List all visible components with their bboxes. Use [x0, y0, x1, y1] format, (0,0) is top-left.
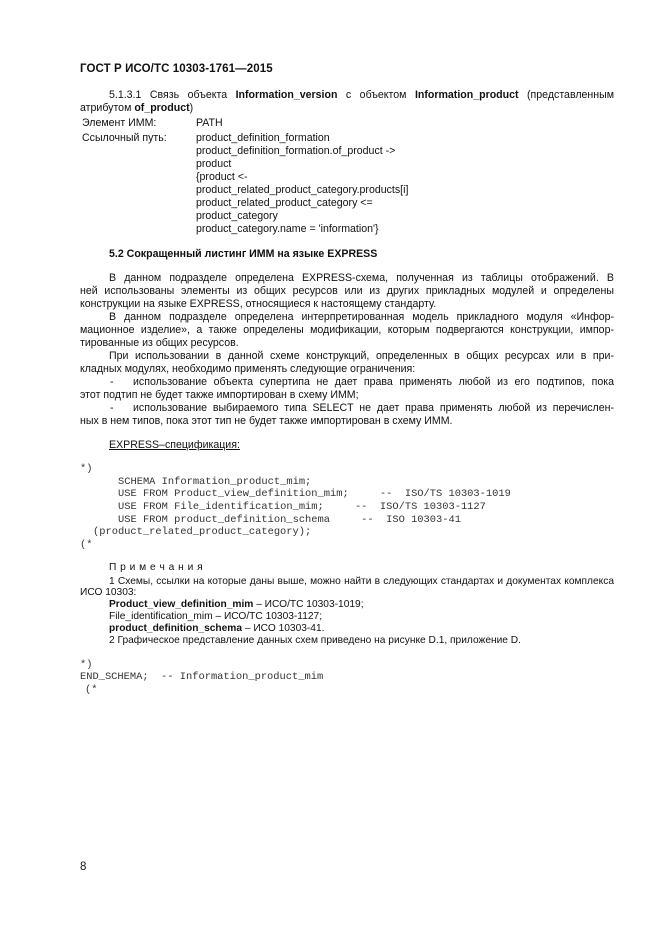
paragraph-line: В данном подразделе определена интерпретированная модель прикладного модуля «Инфор- — [109, 311, 614, 323]
paragraph-line: ней использованы элементы из общих ресурсов или из других прикладных модулей и определены — [80, 285, 614, 297]
paragraph-line: мационное изделие», а также определены модификации, которым подвергаются конструкции, импор- — [80, 324, 614, 336]
paragraph-line: конструкции на языке EXPRESS, относящиеся к настоящему стандарту. — [80, 298, 437, 310]
bullet-line: ных в нем типов, пока этот тип не будет также импортирован в схему ИММ. — [80, 415, 453, 427]
reference-path-line: product — [196, 158, 232, 170]
clause-heading-line2: атрибутом of_product) — [80, 102, 194, 114]
reference-path-label: Ссылочный путь: — [82, 132, 167, 144]
code-line: USE FROM product_definition_schema -- ISO 10303-41 — [118, 514, 461, 526]
reference-path-line: product_related_product_category <= — [196, 197, 373, 209]
code-line: (* — [85, 684, 98, 696]
note-reference: product_definition_schema – ИСО 10303-41. — [109, 623, 325, 634]
bullet-dash: - — [110, 376, 114, 388]
code-line: END_SCHEMA; -- Information_product_mim — [80, 671, 324, 683]
paragraph-line: При использовании в данной схеме конструкций, определенных в общих ресурсах или в при- — [109, 350, 614, 362]
reference-path-line: product_category — [196, 210, 278, 222]
code-line: SCHEMA Information_product_mim; — [118, 476, 312, 488]
reference-path-line: {product <- — [196, 171, 248, 183]
bullet-line: использование выбираемого типа SELECT не дает права применять любой из перечислен- — [133, 402, 614, 414]
bullet-line: использование объекта супертипа не дает права применять любой из его подтипов, пока — [133, 376, 614, 388]
code-line: *) — [80, 463, 93, 475]
code-line: *) — [80, 659, 93, 671]
bullet-line: этот подтип не будет также импортирован в схему ИММ; — [80, 389, 359, 401]
document-header: ГОСТ Р ИСО/ТС 10303-1761—2015 — [80, 63, 273, 75]
element-value: PATH — [196, 117, 223, 129]
reference-path-line: product_definition_formation — [196, 132, 330, 144]
note-line: ИСО 10303: — [80, 587, 137, 598]
page-number: 8 — [80, 861, 87, 873]
note-reference: File_identification_mim – ИСО/ТС 10303-1127; — [109, 611, 323, 622]
reference-path-line: product_category.name = 'information'} — [196, 223, 379, 235]
paragraph-line: кладных модулях, необходимо применять следующие ограничения: — [80, 363, 416, 375]
clause-heading-line1: 5.1.3.1 Связь объекта Information_version с объектом Information_product (представленным — [109, 89, 614, 101]
note-line: 1 Схемы, ссылки на которые даны выше, можно найти в следующих стандартах и документах комплекса — [109, 576, 614, 587]
code-line: USE FROM Product_view_definition_mim; -- ISO/TS 10303-1019 — [118, 488, 511, 500]
reference-path-line: product_definition_formation.of_product -> — [196, 145, 396, 157]
code-line: (product_related_product_category); — [93, 526, 312, 538]
paragraph-line: тированные из общих ресурсов. — [80, 337, 239, 349]
note-reference: Product_view_definition_mim – ИСО/ТС 10303-1019; — [109, 599, 364, 610]
express-spec-label: EXPRESS–спецификация: — [109, 439, 240, 451]
notes-title: П р и м е ч а н и я — [109, 562, 204, 573]
paragraph-line: В данном подразделе определена EXPRESS-схема, полученная из таблицы отображений. В — [109, 272, 614, 284]
code-line: (* — [80, 539, 93, 551]
element-label: Элемент ИММ: — [82, 117, 157, 129]
note-line: 2 Графическое представление данных схем приведено на рисунке D.1, приложение D. — [109, 635, 521, 646]
code-line: USE FROM File_identification_mim; -- ISO/TS 10303-1127 — [118, 501, 486, 513]
reference-path-line: product_related_product_category.products[i] — [196, 184, 409, 196]
section-title: 5.2 Сокращенный листинг ИММ на языке EXPRESS — [109, 248, 378, 260]
bullet-dash: - — [110, 402, 114, 414]
